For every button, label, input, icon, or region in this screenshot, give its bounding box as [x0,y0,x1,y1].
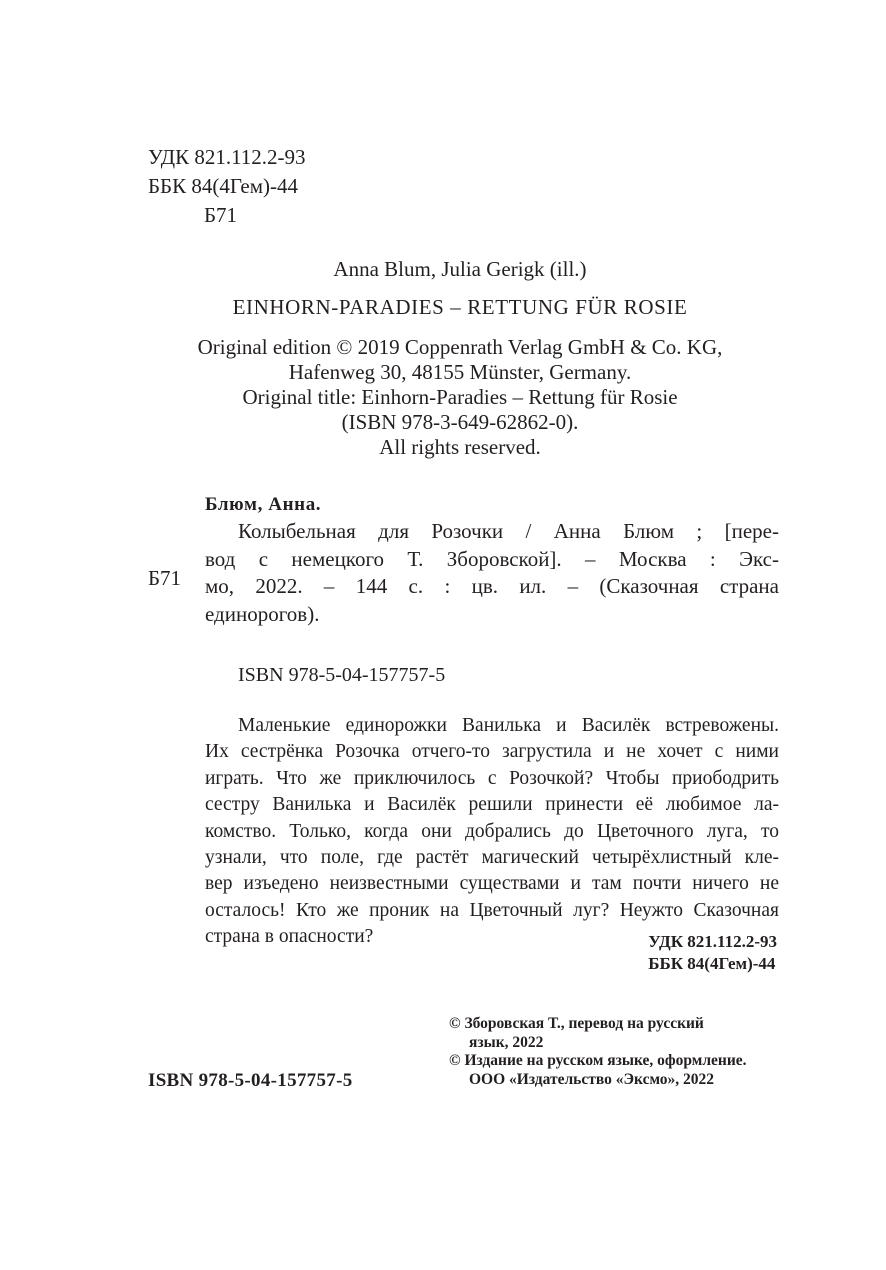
bibliographic-author: Блюм, Анна. [205,494,322,515]
classification-codes [148,143,306,230]
description-line: мо, 2022. – 144 с. : цв. ил. – (Сказочная страна [205,574,779,598]
annotation [205,713,779,951]
isbn-bottom: ISBN 978-5-04-157757-5 [148,1070,353,1091]
description-line: Колыбельная для Розочки / Анна Блюм ; [пере- [238,519,779,543]
annotation-line: комство. Только, когда они добрались до Цветочного луга, то [205,820,779,842]
annotation-line: узнали, что поле, где растёт магический четырёхлистный кле- [205,847,779,869]
bottom-classification-codes [648,931,777,975]
annotation-line: страна в опасности? [205,926,374,948]
author-sign: Б71 [204,203,238,227]
udk-code: УДК 821.112.2-93 [148,145,306,169]
bbk-code: ББК 84(4Гем)-44 [648,954,776,973]
original-authors: Anna Blum, Julia Gerigk (ill.) [333,257,587,281]
description-line: вод с немецкого Т. Зборовской]. – Москва : Экс- [205,546,779,571]
edition-line: (ISBN 978-3-649-62862-0). [341,410,579,434]
annotation-line: Маленькие единорожки Ванилька и Василёк встревожены. [238,715,779,736]
edition-line: All rights reserved. [379,435,541,459]
annotation-line: играть. Что же приключилось с Розочкой? Чтобы приободрить [205,767,779,789]
original-edition-notice [140,335,780,460]
original-title: EINHORN-PARADIES – RETTUNG FÜR ROSIE [232,295,688,319]
copyright-line: язык, 2022 [469,1033,544,1051]
bibliographic-isbn: ISBN 978-5-04-157757-5 [238,664,446,686]
edition-line: Original title: Einhorn-Paradies – Rettung für Rosie [242,385,678,409]
copyright-line: ООО «Издательство «Эксмо», 2022 [469,1070,715,1088]
edition-line: Original edition © 2019 Coppenrath Verlag GmbH & Co. KG, [197,335,723,359]
annotation-line: сестру Ванилька и Василёк решили принести её любимое ла- [205,794,779,816]
copyright-line: © Зборовская Т., перевод на русский [449,1015,704,1032]
description-line: единорогов). [205,601,320,626]
edition-line: Hafenweg 30, 48155 Münster, Germany. [288,360,632,384]
copyright-line: © Издание на русском языке, оформление. [449,1052,747,1069]
bibliographic-code: Б71 [148,566,182,590]
udk-code: УДК 821.112.2-93 [648,932,777,951]
annotation-line: вер изъедено неизвестными существами и там почти ничего не [205,873,779,895]
bbk-code: ББК 84(4Гем)-44 [148,174,299,198]
copyright-notice [449,1015,789,1089]
annotation-line: Их сестрёнка Розочка отчего-то загрустила и не хочет с ними [205,741,779,763]
bibliographic-description [205,518,779,628]
annotation-line: осталось! Кто же проник на Цветочный луг? Неужто Сказочная [205,899,779,921]
